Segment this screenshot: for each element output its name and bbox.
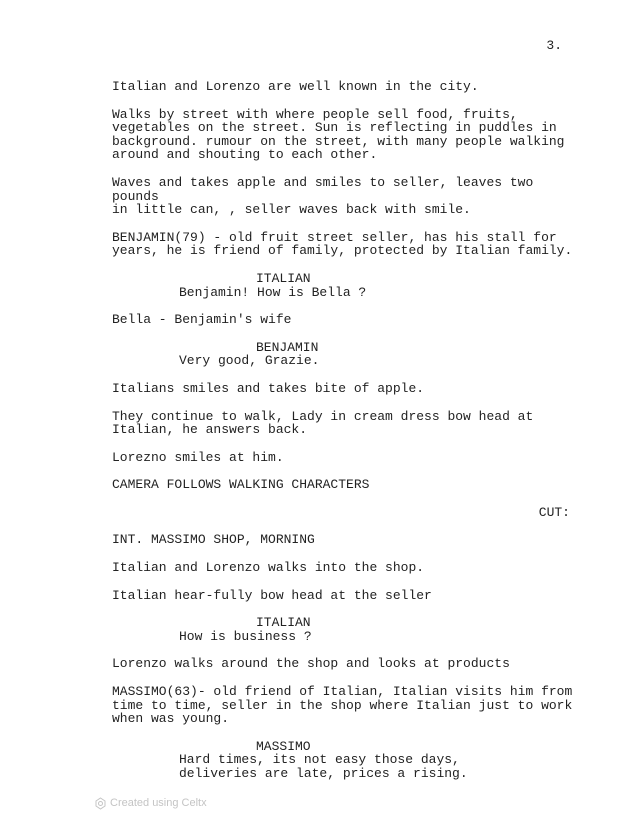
celtx-logo-icon (95, 797, 106, 810)
action-line: BENJAMIN(79) - old fruit street seller, has his stall for years, he is friend of family, protected by Italian family. (112, 229, 573, 259)
action-line: Italians smiles and takes bite of apple. (112, 380, 425, 396)
character-name: BENJAMIN (256, 339, 319, 355)
action-line: They continue to walk, Lady in cream dress bow head at Italian, he answers back. (112, 408, 534, 438)
dialogue-line: How is business ? (179, 628, 312, 644)
dialogue-line: Benjamin! How is Bella ? (179, 284, 367, 300)
dialogue-line: Hard times, its not easy those days, deliveries are late, prices a rising. (179, 752, 468, 781)
celtx-footer (95, 797, 207, 811)
scene-heading: INT. MASSIMO SHOP, MORNING (112, 532, 315, 548)
script-content (112, 80, 582, 795)
transition-cut: CUT: (538, 504, 570, 520)
action-line: Walks by street with where people sell food, fruits, vegetables on the street. Sun is reflecting in puddles in background. rumour on the street, with many people walking around and shouting to each other. (112, 106, 565, 163)
page-number: 3. (546, 38, 562, 53)
dialogue-line: Very good, Grazie. (179, 353, 320, 369)
character-name: ITALIAN (256, 615, 311, 631)
action-line: Bella - Benjamin's wife (112, 312, 292, 328)
action-line: CAMERA FOLLOWS WALKING CHARACTERS (112, 477, 370, 493)
character-name: MASSIMO (256, 738, 311, 754)
action-line: MASSIMO(63)- old friend of Italian, Italian visits him from time to time, seller in the shop where Italian just to work when was young. (112, 684, 573, 727)
action-line: Lorezno smiles at him. (112, 449, 284, 465)
action-line: Italian and Lorenzo walks into the shop. (112, 560, 425, 576)
action-line: Waves and takes apple and smiles to seller, leaves two pounds in little can, , seller waves back with smile. (112, 174, 534, 218)
character-name: ITALIAN (256, 270, 311, 286)
footer-text: Created using Celtx (110, 797, 207, 809)
action-line: Lorenzo walks around the shop and looks at products (112, 656, 510, 672)
action-line: Italian and Lorenzo are well known in the city. (112, 79, 479, 94)
action-line: Italian hear-fully bow head at the seller (112, 587, 432, 603)
